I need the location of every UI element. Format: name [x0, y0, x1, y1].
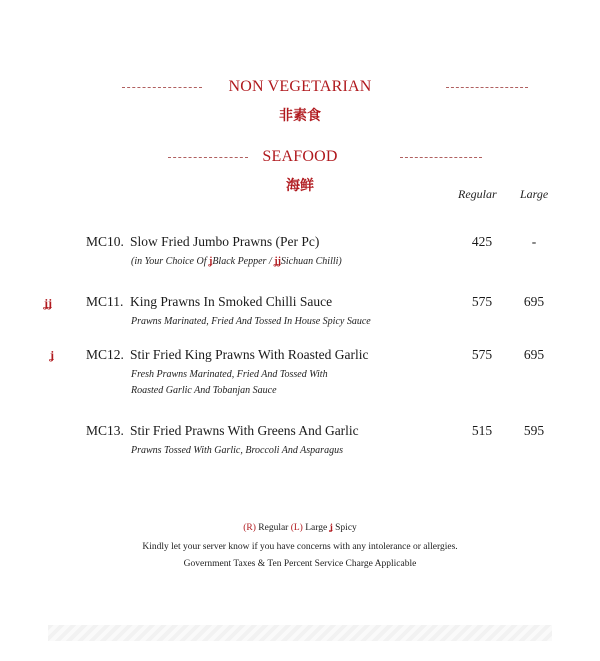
legend-spicy-label: Spicy [335, 523, 357, 533]
legend-regular-label: Regular [258, 523, 289, 533]
item-code: MC12. [86, 347, 124, 362]
subsection-title-cjk: 海鲜 [286, 178, 314, 194]
legend-large-label: Large [305, 523, 328, 533]
item-description: Prawns Marinated, Fried And Tossed In House Spicy Sauce [131, 316, 371, 327]
heading-rule-right [446, 87, 528, 88]
legend-large-key: (L) [290, 523, 303, 533]
item-name: Stir Fried King Prawns With Roasted Garlic [130, 347, 369, 362]
item-code: MC10. [86, 234, 124, 249]
item-description-line: Roasted Garlic And Tobanjan Sauce [131, 385, 277, 396]
item-code: MC13. [86, 423, 124, 438]
item-name: King Prawns In Smoked Chilli Sauce [130, 294, 333, 309]
desc-part: (in Your Choice Of [131, 256, 207, 267]
subheading-rule-left [168, 157, 248, 158]
item-price-regular: 515 [471, 423, 493, 438]
chili-icon: ʝʝ [44, 296, 52, 310]
section-title-cjk: 非素食 [279, 108, 321, 124]
chili-icon: ʝ [329, 523, 333, 533]
heading-rule-left [122, 87, 202, 88]
legend-regular-key: (R) [243, 523, 256, 533]
column-header-large: Large [520, 187, 549, 201]
tax-note: Government Taxes & Ten Percent Service Charge Applicable [183, 559, 417, 569]
item-code: MC11. [86, 294, 124, 309]
subheading-rule-right [400, 157, 482, 158]
item-name: Stir Fried Prawns With Greens And Garlic [130, 423, 359, 438]
item-description-line: Fresh Prawns Marinated, Fried And Tossed With [131, 369, 328, 380]
subsection-title: SEAFOOD [262, 148, 338, 165]
chili-icon: ʝ [208, 256, 213, 267]
item-price-large: 695 [523, 294, 545, 309]
item-price-large: 595 [523, 423, 545, 438]
section-heading-row [0, 76, 600, 98]
item-price-large: 695 [523, 347, 545, 362]
column-header-regular: Regular [458, 187, 497, 201]
legend [0, 523, 600, 533]
decorative-footer-band [48, 625, 552, 641]
chili-icon: ʝʝ [274, 256, 281, 267]
item-description: Prawns Tossed With Garlic, Broccoli And Asparagus [131, 445, 343, 456]
item-price-regular: 575 [471, 294, 493, 309]
chili-icon: ʝ [50, 348, 54, 362]
item-price-large: - [531, 234, 537, 249]
item-price-regular: 425 [471, 234, 493, 249]
desc-part: Black Pepper / [212, 256, 272, 267]
subsection-heading-row [0, 146, 600, 168]
section-title: NON VEGETARIAN [228, 78, 372, 95]
item-name: Slow Fried Jumbo Prawns (Per Pc) [130, 234, 320, 249]
item-price-regular: 575 [471, 347, 493, 362]
item-description [131, 254, 342, 270]
allergy-note: Kindly let your server know if you have concerns with any intolerance or allergies. [142, 542, 458, 552]
desc-part: Sichuan Chilli) [280, 256, 342, 267]
